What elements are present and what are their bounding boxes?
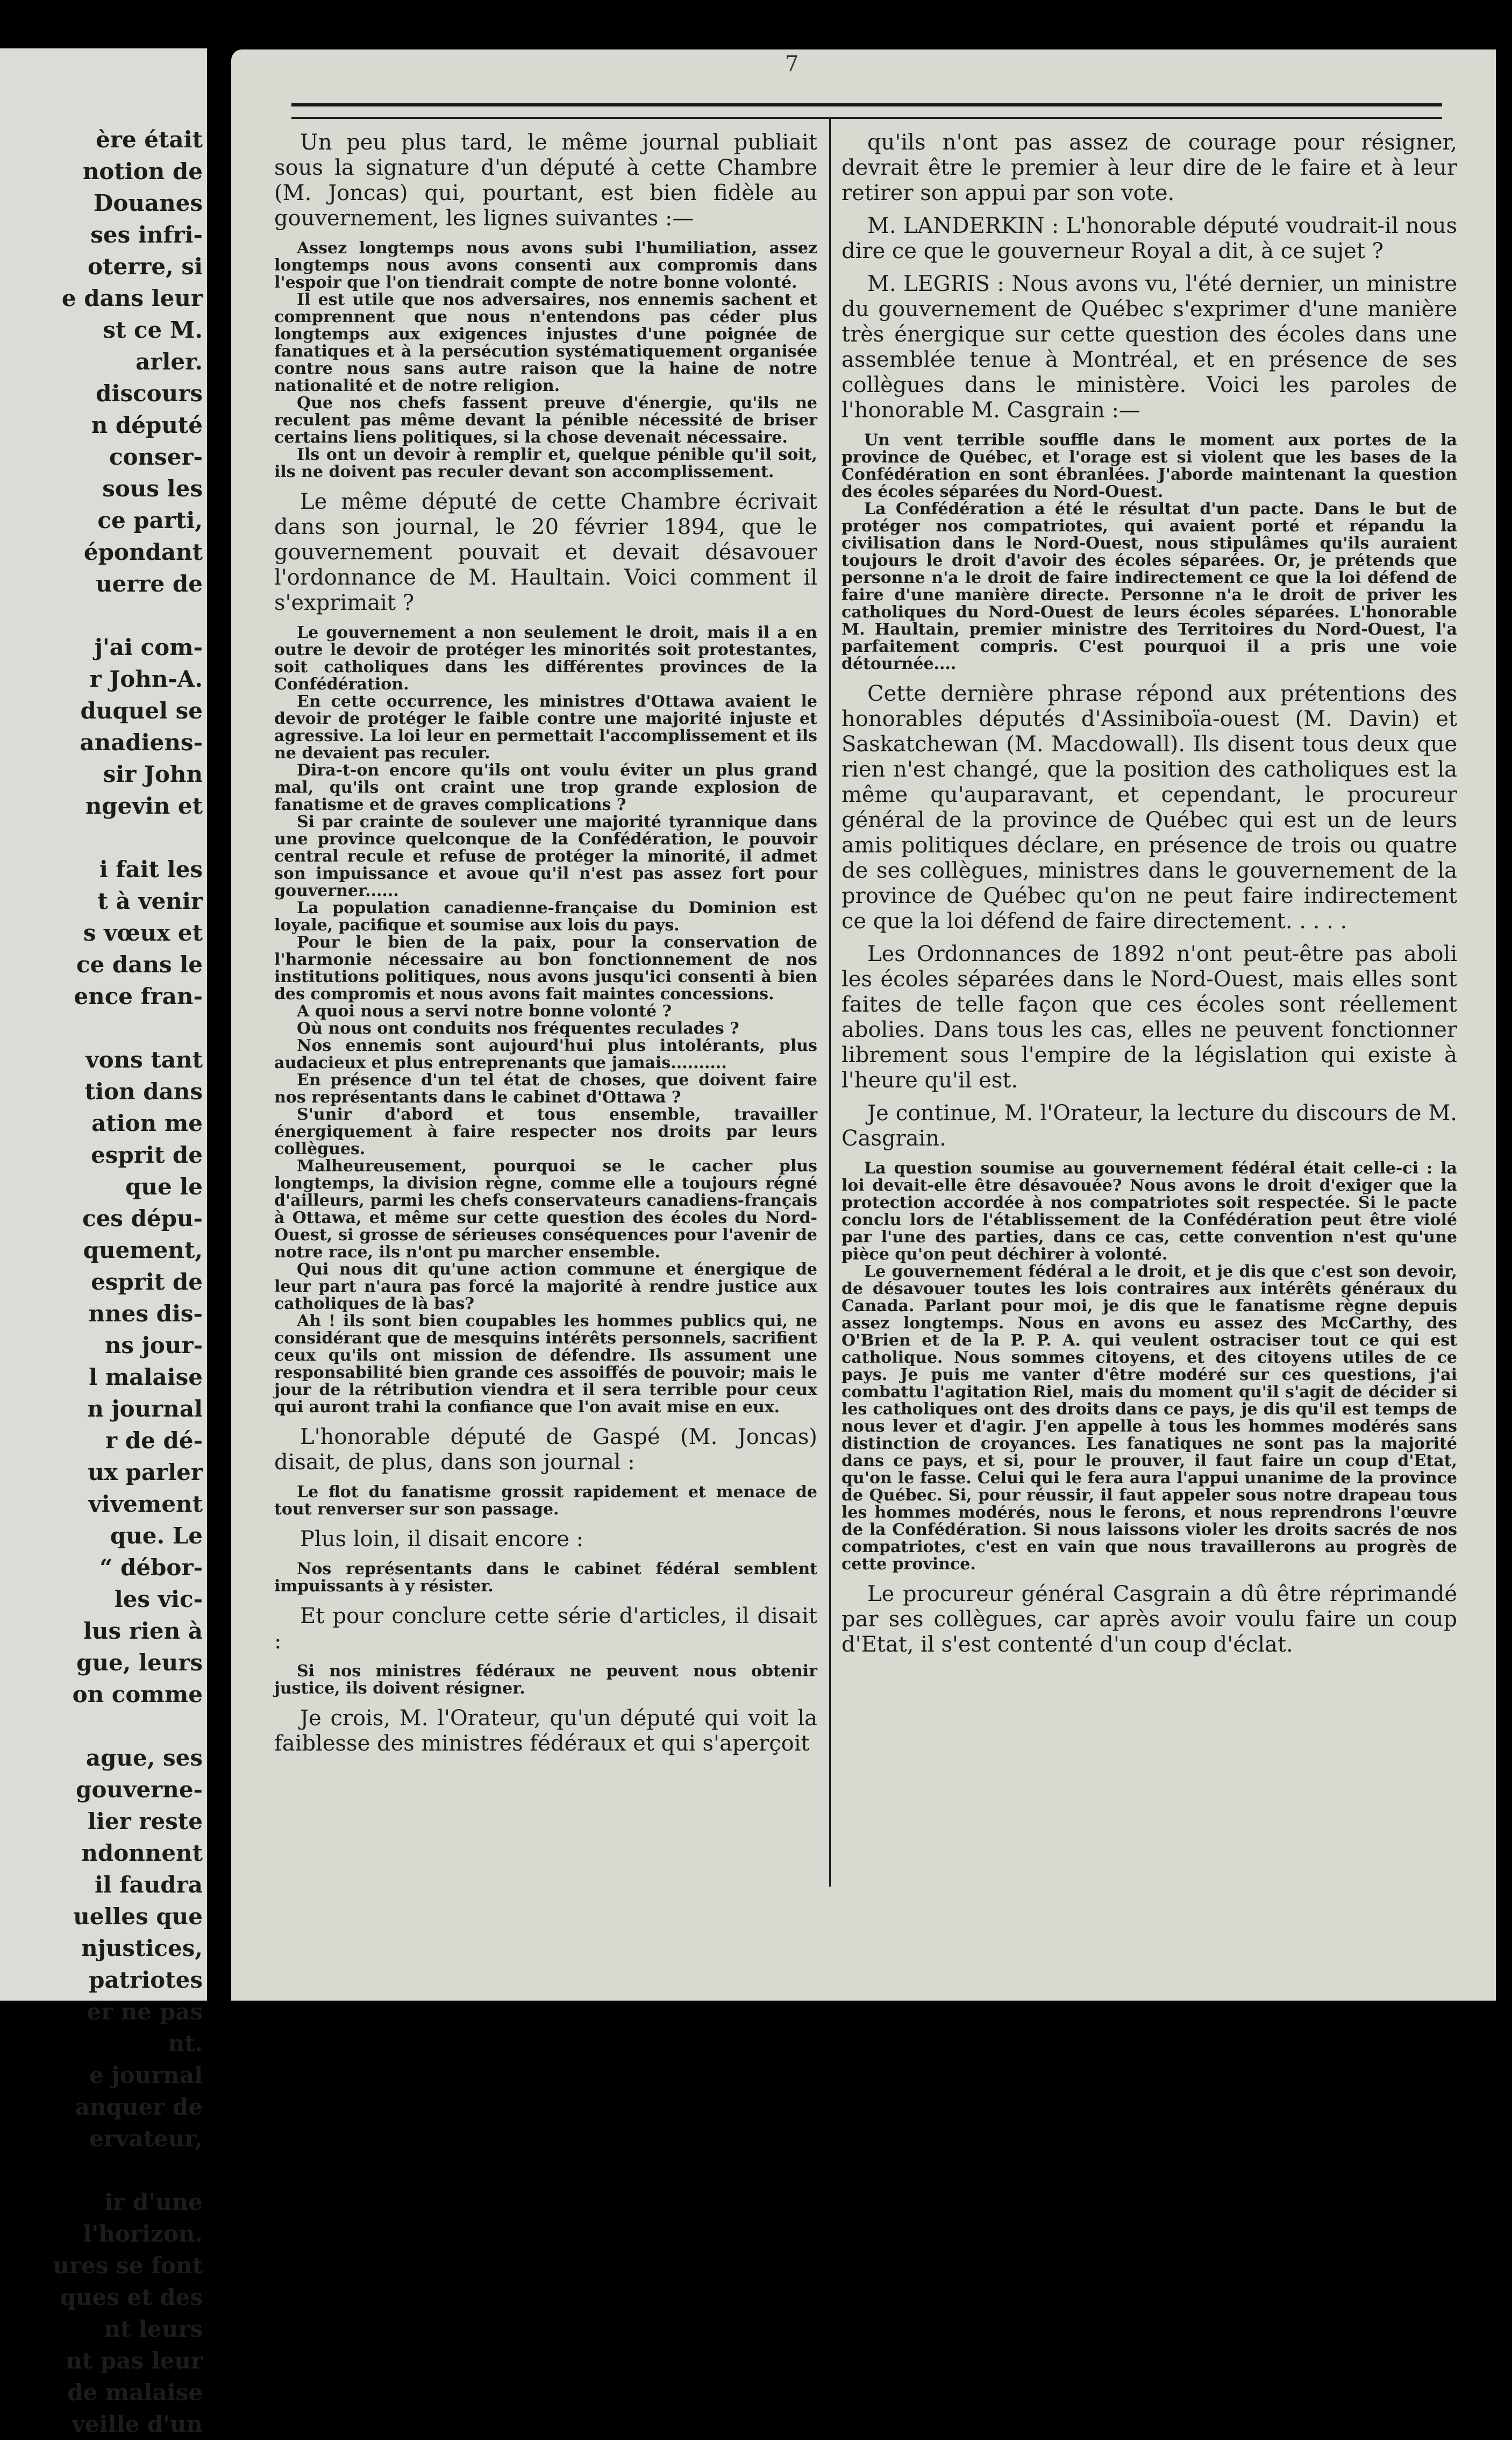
fragment-line: ses infri- xyxy=(90,222,203,248)
fragment-line: oterre, si xyxy=(88,253,203,280)
fragment-line: notion de xyxy=(82,158,203,184)
fragment-line: s vœux et xyxy=(83,920,203,946)
fragment-line: les vic- xyxy=(114,1586,203,1612)
paragraph: L'honorable député de Gaspé (M. Joncas) disait, de plus, dans son journal : xyxy=(274,1425,817,1475)
newspaper-page xyxy=(231,49,1496,2001)
quoted-passage: A quoi nous a servi notre bonne volonté ? xyxy=(297,1002,672,1021)
quoted-passage: Le gouvernement a non seulement le droit, mais il a en outre le devoir de protéger les minorités soit protestantes, soit catholiques dans les différentes provinces de la Confédération. xyxy=(274,623,817,694)
fragment-text xyxy=(0,124,203,2440)
quoted-passage: Si nos ministres fédéraux ne peuvent nous obtenir justice, ils doivent résigner. xyxy=(274,1662,817,1698)
fragment-line: sous les xyxy=(102,475,203,502)
paragraph: qu'ils n'ont pas assez de courage pour résigner, devrait être le premier à leur dire de le faire et à leur retirer son appui par son vote. xyxy=(841,130,1457,205)
header-rule-thin xyxy=(291,117,1442,119)
quoted-passage: En cette occurrence, les ministres d'Ottawa avaient le devoir de protéger le faible contre une majorité injuste et agressive. La loi leur en permettait l'accomplissement et ils ne devaient pas reculer. xyxy=(274,692,817,763)
fragment-line: r John-A. xyxy=(89,666,203,692)
fragment-line: veille d'un xyxy=(72,2411,203,2437)
fragment-line: ce dans le xyxy=(76,951,203,978)
fragment-line: ces dépu- xyxy=(82,1205,203,1232)
fragment-line: ir d'une xyxy=(104,2189,203,2215)
fragment-line: quement, xyxy=(83,1237,203,1263)
fragment-line: ns jour- xyxy=(104,1332,203,1358)
left-column xyxy=(274,130,817,1758)
fragment-line: tion dans xyxy=(84,1078,203,1105)
quoted-passage: Nos ennemis sont aujourd'hui plus intolérants, plus audacieux et plus entreprenants que jamais.......... xyxy=(274,1036,817,1072)
fragment-line: er ne pas xyxy=(87,1998,203,2025)
fragment-line: discours xyxy=(96,380,203,407)
fragment-line xyxy=(0,1012,203,1044)
adjacent-page-fragment xyxy=(0,48,207,2437)
fragment-line: l malaise xyxy=(89,1364,203,1390)
quoted-passage: En présence d'un tel état de choses, que doivent faire nos représentants dans le cabinet d'Ottawa ? xyxy=(274,1071,817,1107)
quoted-passage: La Confédération a été le résultat d'un pacte. Dans le but de protéger nos compatriotes, qui avaient porté et répandu la civilisation dans le Nord-Ouest, nous stipulâmes qu'ils auraient toujours le droit d'avoir des écoles séparées. Or, je prétends que personne n'a le droit de faire indirectement ce que la loi défend de faire d'une manière directe. Personne n'a le droit de priver les catholiques du Nord-Ouest de leurs écoles séparées. L'honorable M. Haultain, premier ministre des Territoires du Nord-Ouest, l'a parfaitement compris. C'est pourquoi il a pris une voie détournée.... xyxy=(841,500,1457,673)
fragment-line: ngevin et xyxy=(85,793,203,819)
fragment-line: i fait les xyxy=(99,856,203,883)
fragment-line: lus rien à xyxy=(83,1618,203,1644)
quoted-passage: Que nos chefs fassent preuve d'énergie, qu'ils ne reculent pas même devant la pénible nécessité de briser certains liens politiques, si la chose devenait nécessaire. xyxy=(274,394,817,447)
paragraph: Cette dernière phrase répond aux prétentions des honorables députés d'Assiniboïa-ouest (M. Davin) et Saskatchewan (M. Macdowall). Ils disent tous deux que rien n'est changé, que la position des catholiques est la même qu'auparavant, et cependant, le procureur général de la province de Québec qui est un de leurs amis politiques déclare, en présence de trois ou quatre de ses collègues, ministres dans le gouvernement de la province de Québec qu'on ne peut faire indirectement ce que la loi défend de faire directement. . . . . xyxy=(841,681,1457,934)
fragment-line: e dans leur xyxy=(61,285,203,311)
fragment-line: e journal xyxy=(89,2062,203,2088)
fragment-line: ervateur, xyxy=(89,2125,203,2152)
fragment-line: j'ai com- xyxy=(94,634,203,660)
fragment-line: st ce M. xyxy=(103,317,203,343)
fragment-line: ague, ses xyxy=(85,1745,203,1771)
fragment-line xyxy=(0,822,203,853)
fragment-line: esprit de xyxy=(91,1142,203,1168)
quoted-passage: Ils ont un devoir à remplir et, quelque pénible qu'il soit, ils ne doivent pas reculer devant son accomplissement. xyxy=(274,445,817,481)
quoted-passage: Assez longtemps nous avons subi l'humiliation, assez longtemps nous avons consenti aux compromis dans l'espoir que l'on tiendrait compte de notre bonne volonté. xyxy=(274,239,817,292)
quoted-passage: Ah ! ils sont bien coupables les hommes publics qui, ne considérant que de mesquins intérêts personnels, sacrifient ceux qu'ils ont mission de défendre. Ils assument une responsabilité bien grande ces assoiffés de pouvoir; mais le jour de la rétribution viendra et il sera terrible pour ceux qui auront trahi la confiance que l'on avait mise en eux. xyxy=(274,1312,817,1417)
right-column xyxy=(841,130,1457,1659)
fragment-line: nt pas leur xyxy=(66,2347,203,2374)
fragment-line xyxy=(0,2154,203,2186)
paragraph: Le même député de cette Chambre écrivait dans son journal, le 20 février 1894, que le gouvernement pouvait et devait désavouer l'ordonnance de M. Haultain. Voici comment il s'exprimait ? xyxy=(274,489,817,615)
paragraph: Le procureur général Casgrain a dû être réprimandé par ses collègues, car après avoir voulu faire un coup d'Etat, il s'est contenté d'un coup d'éclat. xyxy=(841,1582,1457,1657)
fragment-line: que. Le xyxy=(110,1523,203,1549)
column-divider xyxy=(829,117,831,1887)
paragraph: Un peu plus tard, le même journal publiait sous la signature d'un député à cette Chambre (M. Joncas) qui, pourtant, est bien fidèle au gouvernement, les lignes suivantes :— xyxy=(274,130,817,231)
quoted-passage: Si par crainte de soulever une majorité tyrannique dans une province quelconque de la Confédération, le pouvoir central recule et refuse de protéger la minorité, il admet son impuissance et avoue qu'il n'est pas assez fort pour gouverner...... xyxy=(274,813,817,900)
quoted-passage: Où nous ont conduits nos fréquentes reculades ? xyxy=(297,1019,739,1038)
fragment-line: patriotes xyxy=(89,1967,203,1993)
quoted-passage: Il est utile que nos adversaires, nos ennemis sachent et comprennent que nous n'entendons pas céder plus longtemps aux exigences injustes d'une poignée de fanatiques et à la persécution systématiquement organisée contre nous sans autre raison que la haine de notre nationalité et de notre religion. xyxy=(274,290,817,395)
fragment-line: ce parti, xyxy=(97,507,203,533)
paragraph: M. LEGRIS : Nous avons vu, l'été dernier, un ministre du gouvernement de Québec s'exprimer d'une manière très énergique sur cette question des écoles dans une assemblée tenue à Montréal, et en présence de ses collègues dans le ministère. Voici les paroles de l'honorable M. Casgrain :— xyxy=(841,272,1457,423)
quoted-passage: Malheureusement, pourquoi se le cacher plus longtemps, la division règne, comme elle a toujours régné d'ailleurs, parmi les chefs conservateurs canadiens-français à Ottawa, et même sur cette question des écoles du Nord-Ouest, si grosse de sérieuses conséquences pour l'avenir de notre race, ils n'ont pu marcher ensemble. xyxy=(274,1157,817,1262)
fragment-line: vivement xyxy=(88,1491,203,1517)
fragment-line: “ débor- xyxy=(99,1554,203,1581)
fragment-line: l'horizon. xyxy=(83,2221,203,2247)
fragment-line: ation me xyxy=(91,1110,203,1136)
fragment-line: sir John xyxy=(103,761,203,787)
fragment-line: on comme xyxy=(72,1681,203,1708)
paragraph: Je continue, M. l'Orateur, la lecture du discours de M. Casgrain. xyxy=(841,1101,1457,1151)
paragraph: Je crois, M. l'Orateur, qu'un député qui voit la faiblesse des ministres fédéraux et qui s'aperçoit xyxy=(274,1706,817,1756)
quoted-passage: S'unir d'abord et tous ensemble, travailler énergiquement à faire respecter nos droits par leurs collègues. xyxy=(274,1105,817,1158)
fragment-line: conser- xyxy=(109,444,203,470)
fragment-line: que le xyxy=(125,1173,203,1200)
fragment-line: épondant xyxy=(83,539,203,565)
fragment-line: Douanes xyxy=(93,190,203,216)
fragment-line: il faudra xyxy=(94,1872,203,1898)
fragment-line: nt leurs xyxy=(104,2316,203,2342)
quoted-passage: Le flot du fanatisme grossit rapidement et menace de tout renverser sur son passage. xyxy=(274,1483,817,1519)
paragraph: Les Ordonnances de 1892 n'ont peut-être pas aboli les écoles séparées dans le Nord-Ouest, mais elles sont faites de telle façon que ces écoles sont réellement abolies. Dans tous les cas, elles ne peuvent fonctionner librement sous l'empire de la législation qui existe à l'heure qu'il est. xyxy=(841,942,1457,1093)
fragment-line: anadiens- xyxy=(80,729,203,756)
fragment-line: arler. xyxy=(135,348,203,375)
fragment-line: uerre de xyxy=(96,571,203,597)
quoted-passage: La question soumise au gouvernement fédéral était celle-ci : la loi devait-elle être désavouée? Nous avons le droit d'exiger que la protection accordée à nos compatriotes soit respectée. Si le pacte conclu lors de l'établissement de la Confédération peut être violé par l'une des parties, dans ce cas, cette convention n'est qu'une pièce qu'on peut déchirer à volonté. xyxy=(841,1159,1457,1264)
paragraph: M. LANDERKIN : L'honorable député voudrait-il nous dire ce que le gouverneur Royal a dit, à ce sujet ? xyxy=(841,214,1457,264)
quoted-passage: Qui nous dit qu'une action commune et énergique de leur part n'aura pas forcé la majorité à rendre justice aux catholiques de là bas? xyxy=(274,1260,817,1313)
quoted-passage: La population canadienne-française du Dominion est loyale, pacifique et soumise aux lois du pays. xyxy=(274,899,817,935)
fragment-line: n journal xyxy=(87,1396,203,1422)
fragment-line: nt. xyxy=(168,2030,203,2057)
fragment-line: de malaise xyxy=(67,2379,203,2406)
fragment-line: duquel se xyxy=(80,698,203,724)
fragment-line: nnes dis- xyxy=(88,1300,203,1327)
fragment-line: vons tant xyxy=(85,1047,203,1073)
paragraph: Et pour conclure cette série d'articles, il disait : xyxy=(274,1604,817,1654)
quoted-passage: Nos représentants dans le cabinet fédéral semblent impuissants à y résister. xyxy=(274,1560,817,1596)
fragment-line: ques et des xyxy=(60,2284,203,2310)
fragment-line: anquer de xyxy=(75,2094,203,2120)
header-rule xyxy=(291,103,1442,106)
fragment-line: gue, leurs xyxy=(76,1649,203,1676)
fragment-line: r de dé- xyxy=(105,1427,203,1454)
fragment-line: ndonnent xyxy=(81,1840,203,1866)
fragment-line: t à venir xyxy=(97,888,203,914)
fragment-line xyxy=(0,600,203,631)
fragment-line: uelles que xyxy=(73,1903,203,1930)
fragment-line: ures se font xyxy=(53,2252,203,2279)
page-number: 7 xyxy=(785,52,799,76)
fragment-line xyxy=(0,1710,203,1742)
fragment-line: lier reste xyxy=(88,1808,203,1834)
quoted-passage: Dira-t-on encore qu'ils ont voulu éviter un plus grand mal, qu'ils ont craint une trop grande explosion de fanatisme et de graves complications ? xyxy=(274,761,817,814)
quoted-passage: Un vent terrible souffle dans le moment aux portes de la province de Québec, et l'orage est si violent que les bases de la Confédération en sont ébranlées. J'aborde maintenant la question des écoles séparées du Nord-Ouest. xyxy=(841,431,1457,501)
fragment-line: njustices, xyxy=(81,1935,203,1961)
fragment-line: ère était xyxy=(96,126,203,153)
fragment-line: ence fran- xyxy=(74,983,203,1009)
quoted-passage: Le gouvernement fédéral a le droit, et je dis que c'est son devoir, de désavouer toutes les lois contraires aux intérêts généraux du Canada. Parlant pour moi, je dis que le fanatisme règne depuis assez longtemps. Nous en avons eu assez des McCarthy, des O'Brien et de la P. P. A. qui veulent ostraciser tout ce qui est catholique. Nous sommes citoyens, et des citoyens utiles de ce pays. Je puis me vanter d'être modéré sur ces questions, j'ai combattu l'agitation Riel, mais du moment qu'il s'agit de décider si les catholiques ont des droits dans ce pays, je dis qu'il est temps de nous lever et d'agir. J'en appelle à tous les hommes modérés sans distinction de croyances. Les fanatiques ne sont pas la majorité dans ce pays, et si, pour le prouver, il faut faire un coup d'Etat, qu'on le fasse. Celui qui le fera aura l'appui unanime de la province de Québec. Si, pour réussir, il faut appeler sous notre drapeau tous les hommes modérés, nous le ferons, et nous reprendrons l'œuvre de la Confédération. Si nous laissons violer les droits sacrés de nos compatriotes, c'est en vain que nous travaillerons au progrès de cette province. xyxy=(841,1262,1457,1574)
fragment-line: ux parler xyxy=(88,1459,203,1485)
quoted-passage: Pour le bien de la paix, pour la conservation de l'harmonie nécessaire au bon fonctionnement de nos institutions politiques, nous avons jusqu'ici consenti à bien des compromis et nous avons fait maintes concessions. xyxy=(274,933,817,1004)
fragment-line: esprit de xyxy=(91,1269,203,1295)
fragment-line: gouverne- xyxy=(76,1776,203,1803)
fragment-line: n député xyxy=(91,412,203,438)
paragraph: Plus loin, il disait encore : xyxy=(300,1527,584,1552)
